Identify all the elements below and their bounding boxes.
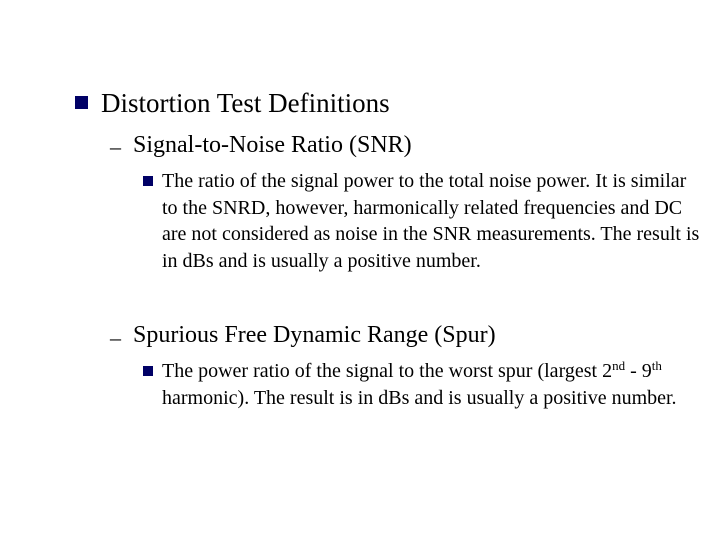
section-heading-snr: Signal-to-Noise Ratio (SNR) <box>133 132 412 158</box>
square-bullet-icon <box>75 96 88 109</box>
superscript-th: th <box>651 358 662 373</box>
section-heading-spur: Spurious Free Dynamic Range (Spur) <box>133 322 496 348</box>
spur-text-part3: harmonic). The result is in dBs and is usually a positive number. <box>162 386 677 409</box>
dash-bullet-icon: – <box>110 134 121 159</box>
slide-title-bullet: Distortion Test Definitions <box>101 88 390 118</box>
dash-bullet-icon: – <box>110 325 121 350</box>
superscript-nd: nd <box>612 358 626 373</box>
square-bullet-icon <box>143 176 153 186</box>
section-body-spur <box>162 358 682 411</box>
spur-text-part1: The power ratio of the signal to the worst spur (largest 2 <box>162 360 613 382</box>
spur-text-part2: - 9 <box>625 360 652 382</box>
square-bullet-icon <box>143 366 153 376</box>
section-body-snr: The ratio of the signal power to the total noise power. It is similar to the SNRD, however, harmonically related frequencies and DC are not considered as noise in the SNR measurements. The result is in dBs and is usually a positive number. <box>162 170 700 272</box>
